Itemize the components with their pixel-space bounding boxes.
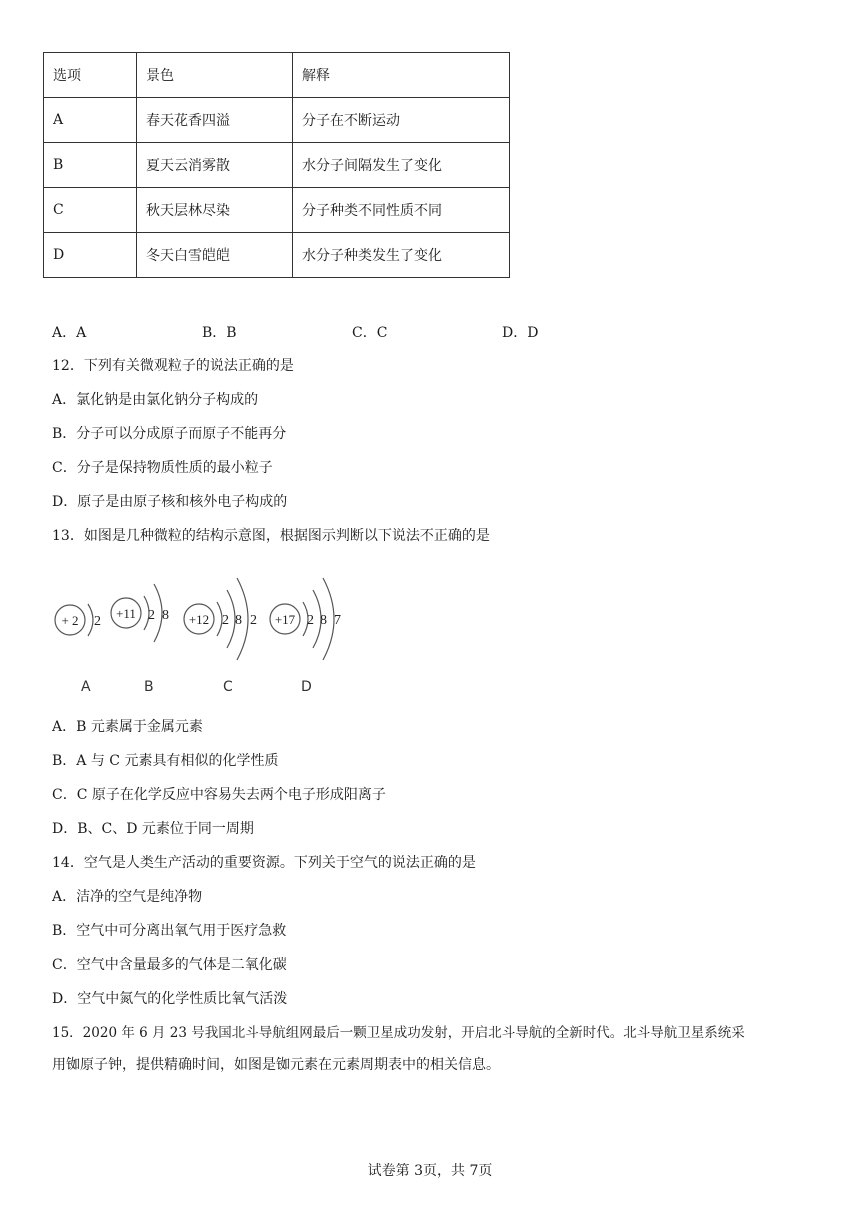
shell-electron-count: 7: [334, 613, 341, 628]
q11-option-b: B．B: [202, 325, 237, 341]
q13-option-c: C．C 原子在化学反应中容易失去两个电子形成阳离子: [52, 787, 386, 803]
nucleus-charge: +11: [116, 606, 136, 621]
table-cell: 夏天云消雾散: [137, 143, 293, 188]
q14-option-a: A．洁净的空气是纯净物: [52, 889, 203, 905]
q15-stem-line2: 用铷原子钟，提供精确时间，如图是铷元素在元素周期表中的相关信息。: [52, 1057, 500, 1073]
table-row: [44, 233, 510, 278]
table-header-row: [44, 53, 510, 98]
table-header-cell: 选项: [44, 53, 137, 98]
table-cell: C: [44, 188, 137, 233]
table-row: [44, 143, 510, 188]
shell-electron-count: 8: [235, 613, 242, 628]
q13-option-a: A．B 元素属于金属元素: [52, 719, 203, 735]
table-cell: 春天花香四溢: [137, 98, 293, 143]
table-row: [44, 188, 510, 233]
q12-option-d: D．原子是由原子核和核外电子构成的: [52, 494, 288, 510]
q13-option-d: D．B、C、D 元素位于同一周期: [52, 821, 254, 837]
table-cell: 冬天白雪皑皑: [137, 233, 293, 278]
electron-shell-arc: [154, 584, 162, 642]
table-cell: 秋天层林尽染: [137, 188, 293, 233]
table-cell: 分子在不断运动: [293, 98, 510, 143]
q14-option-d: D．空气中氮气的化学性质比氧气活泼: [52, 991, 288, 1007]
q12-option-b: B．分子可以分成原子而原子不能再分: [52, 426, 287, 442]
shell-electron-count: 2: [94, 614, 101, 629]
atomic-structure-diagram: [48, 560, 368, 680]
q11-option-a: A．A: [52, 325, 87, 341]
q15-stem-line1: 15．2020 年 6 月 23 号我国北斗导航组网最后一颗卫星成功发射，开启北斗导航的全新时代。北斗导航卫星系统采: [52, 1025, 745, 1041]
shell-electron-count: 8: [162, 608, 169, 623]
q11-option-d: D．D: [502, 325, 539, 341]
table-cell: D: [44, 233, 137, 278]
q11-option-c: C．C: [352, 325, 388, 341]
table-header-cell: 解释: [293, 53, 510, 98]
atom-structure-d: [270, 578, 341, 660]
atom-structure-a: [55, 604, 101, 636]
nucleus-charge: +12: [188, 612, 210, 627]
atom-label-d: D: [301, 679, 312, 695]
q14-option-c: C．空气中含量最多的气体是二氧化碳: [52, 957, 287, 973]
q12-stem: 12．下列有关微观粒子的说法正确的是: [52, 358, 294, 374]
shell-electron-count: 2: [307, 613, 314, 628]
nucleus-charge: +17: [274, 612, 296, 627]
q12-option-a: A．氯化钠是由氯化钠分子构成的: [52, 392, 259, 408]
atom-structure-c: [184, 578, 257, 660]
q13-option-b: B．A 与 C 元素具有相似的化学性质: [52, 753, 279, 769]
q13-stem: 13．如图是几种微粒的结构示意图，根据图示判断以下说法不正确的是: [52, 528, 490, 544]
table-cell: A: [44, 98, 137, 143]
shell-electron-count: 2: [148, 608, 155, 623]
table-cell: B: [44, 143, 137, 188]
scenery-table: [43, 52, 510, 278]
table-header-cell: 景色: [137, 53, 293, 98]
shell-electron-count: 8: [320, 613, 327, 628]
atom-structure-b: [111, 584, 169, 642]
atom-label-b: B: [144, 679, 154, 695]
page-footer: 试卷第 3页，共 7页: [367, 1163, 493, 1179]
table-cell: 分子种类不同性质不同: [293, 188, 510, 233]
atom-label-c: C: [223, 679, 233, 695]
table-cell: 水分子间隔发生了变化: [293, 143, 510, 188]
table-row: [44, 98, 510, 143]
nucleus-charge: + 2: [61, 613, 79, 628]
atom-label-a: A: [81, 679, 91, 695]
shell-electron-count: 2: [250, 613, 257, 628]
q14-option-b: B．空气中可分离出氧气用于医疗急救: [52, 923, 287, 939]
q14-stem: 14．空气是人类生产活动的重要资源。下列关于空气的说法正确的是: [52, 855, 476, 871]
q12-option-c: C．分子是保持物质性质的最小粒子: [52, 460, 273, 476]
shell-electron-count: 2: [222, 613, 229, 628]
electron-shell-arc: [88, 604, 93, 636]
table-cell: 水分子种类发生了变化: [293, 233, 510, 278]
